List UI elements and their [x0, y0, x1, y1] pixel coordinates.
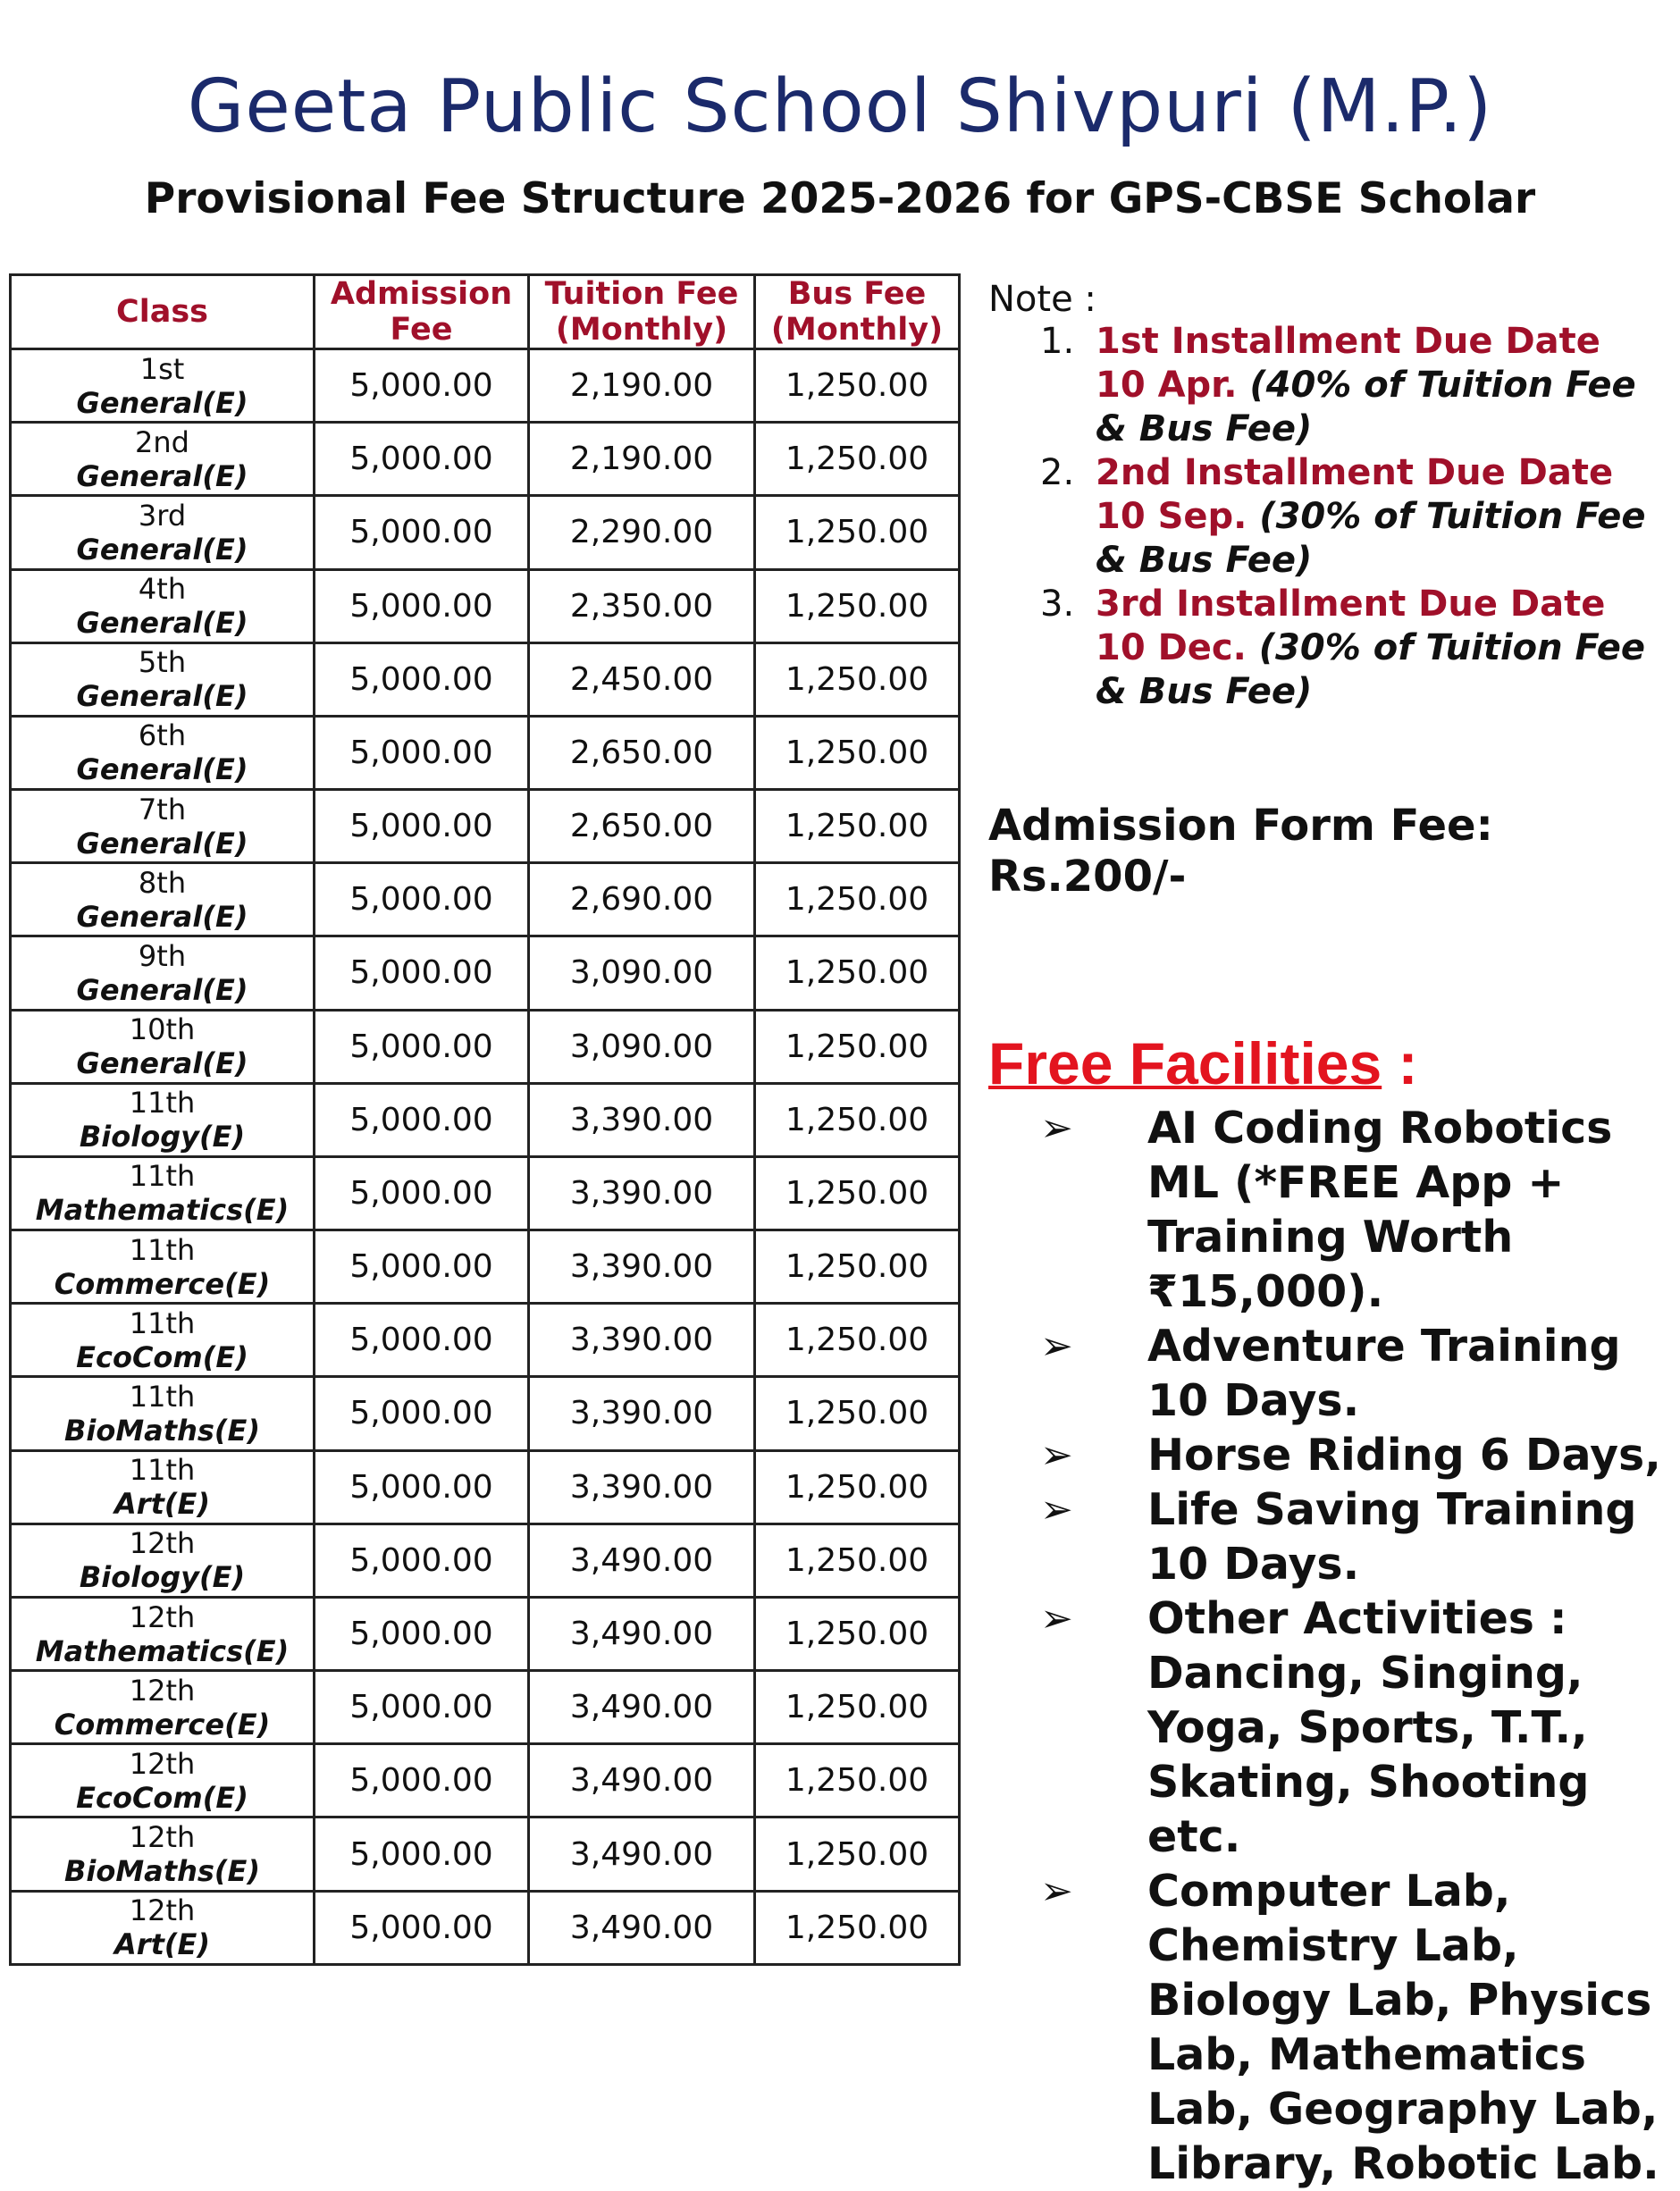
class-cell: [11, 716, 315, 789]
tuition-fee-cell: 2,190.00: [529, 349, 755, 423]
table-row: [11, 1671, 960, 1744]
class-cell: [11, 1450, 315, 1524]
tuition-fee-cell: 2,450.00: [529, 642, 755, 716]
admission-fee-cell: 5,000.00: [315, 1597, 529, 1670]
class-stream: General(E): [76, 899, 248, 934]
bus-fee-cell: 1,250.00: [755, 1597, 960, 1670]
class-cell: [11, 790, 315, 863]
class-stream: Mathematics(E): [35, 1193, 290, 1228]
class-stream: General(E): [76, 826, 248, 860]
bus-fee-cell: 1,250.00: [755, 1817, 960, 1891]
header-class: Class: [11, 275, 315, 349]
admission-fee-cell: 5,000.00: [315, 863, 529, 936]
facility-item: [988, 1319, 1676, 1428]
admission-fee-cell: 5,000.00: [315, 1230, 529, 1304]
class-cell: [11, 642, 315, 716]
table-row: [11, 423, 960, 496]
class-name: 11th: [129, 1379, 196, 1414]
admission-fee-cell: 5,000.00: [315, 642, 529, 716]
class-name: 2nd: [135, 424, 189, 459]
school-name: Geeta Public School Shivpuri (M.P.): [187, 64, 1493, 149]
facility-item: [988, 1101, 1676, 1319]
admission-form-fee: [988, 801, 1667, 902]
class-stream: General(E): [76, 606, 248, 641]
tuition-fee-cell: 3,490.00: [529, 1524, 755, 1597]
class-cell: [11, 1744, 315, 1817]
tuition-fee-cell: 3,090.00: [529, 1010, 755, 1083]
free-facilities-title: Free Facilities :: [988, 1030, 1418, 1096]
admission-fee-cell: 5,000.00: [315, 716, 529, 789]
class-name: 3rd: [138, 498, 187, 533]
bus-fee-cell: 1,250.00: [755, 1377, 960, 1450]
bus-fee-cell: 1,250.00: [755, 790, 960, 863]
class-name: 8th: [138, 865, 187, 900]
class-name: 5th: [138, 645, 187, 680]
class-cell: [11, 1377, 315, 1450]
admission-fee-cell: 5,000.00: [315, 1083, 529, 1156]
tuition-fee-cell: 2,690.00: [529, 863, 755, 936]
bus-fee-cell: 1,250.00: [755, 1156, 960, 1230]
class-name: 6th: [138, 718, 187, 753]
bus-fee-cell: 1,250.00: [755, 642, 960, 716]
fee-table: [9, 273, 961, 1966]
table-row: [11, 1450, 960, 1524]
table-row: [11, 1524, 960, 1597]
table-row: [11, 1891, 960, 1964]
installment-list: [988, 320, 1667, 714]
fee-table-body: [11, 349, 960, 1965]
table-row: [11, 790, 960, 863]
class-name: 12th: [129, 1893, 196, 1928]
class-cell: [11, 1010, 315, 1083]
table-row: [11, 936, 960, 1010]
class-cell: [11, 1083, 315, 1156]
arrow-bullet-icon: ➢: [1040, 1487, 1073, 1532]
class-stream: EcoCom(E): [76, 1339, 248, 1374]
class-name: 11th: [129, 1232, 196, 1267]
facility-text: Life Saving Training 10 Days.: [1147, 1484, 1637, 1590]
bus-fee-cell: 1,250.00: [755, 936, 960, 1010]
table-row: [11, 1377, 960, 1450]
arrow-bullet-icon: ➢: [1040, 1323, 1073, 1369]
table-row: [11, 863, 960, 936]
class-stream: BioMaths(E): [63, 1413, 260, 1448]
bus-fee-cell: 1,250.00: [755, 349, 960, 423]
installment-number: 1.: [1040, 321, 1075, 362]
class-stream: Art(E): [114, 1927, 210, 1962]
class-stream: Biology(E): [79, 1560, 246, 1595]
class-cell: [11, 569, 315, 642]
bus-fee-cell: 1,250.00: [755, 1671, 960, 1744]
installment-item: [988, 583, 1667, 714]
class-stream: Commerce(E): [54, 1707, 271, 1742]
facility-item: [988, 1591, 1676, 1864]
admission-fee-cell: 5,000.00: [315, 1156, 529, 1230]
tuition-fee-cell: 3,490.00: [529, 1744, 755, 1817]
class-cell: [11, 1671, 315, 1744]
bus-fee-cell: 1,250.00: [755, 1083, 960, 1156]
class-name: 11th: [129, 1159, 196, 1194]
tuition-fee-cell: 3,490.00: [529, 1597, 755, 1670]
installment-item: [988, 320, 1667, 451]
class-stream: General(E): [76, 1046, 248, 1081]
class-stream: General(E): [76, 972, 248, 1007]
installment-title: 2nd Installment Due Date: [1096, 452, 1614, 493]
fee-table-header-row: [11, 275, 960, 349]
installment-title: 3rd Installment Due Date: [1096, 583, 1606, 625]
class-name: 11th: [129, 1453, 196, 1488]
tuition-fee-cell: 3,490.00: [529, 1891, 755, 1964]
admission-fee-cell: 5,000.00: [315, 496, 529, 569]
installment-detail: (30% of Tuition Fee & Bus Fee): [1096, 627, 1646, 712]
tuition-fee-cell: 2,350.00: [529, 569, 755, 642]
class-stream: BioMaths(E): [63, 1854, 260, 1889]
admission-fee-cell: 5,000.00: [315, 349, 529, 423]
admission-fee-cell: 5,000.00: [315, 569, 529, 642]
admission-fee-cell: 5,000.00: [315, 1817, 529, 1891]
class-cell: [11, 1597, 315, 1670]
class-stream: General(E): [76, 679, 248, 714]
class-name: 4th: [138, 572, 187, 607]
facility-text: Horse Riding 6 Days,: [1147, 1430, 1661, 1481]
facility-text: Adventure Training 10 Days.: [1147, 1321, 1621, 1426]
facility-item: [988, 1864, 1676, 2191]
bus-fee-cell: 1,250.00: [755, 423, 960, 496]
table-row: [11, 716, 960, 789]
class-cell: [11, 863, 315, 936]
tuition-fee-cell: 3,390.00: [529, 1377, 755, 1450]
tuition-fee-cell: 3,490.00: [529, 1671, 755, 1744]
tuition-fee-cell: 3,390.00: [529, 1230, 755, 1304]
admission-form-fee-amount: Rs.200/-: [988, 852, 1187, 902]
installment-number: 3.: [1040, 583, 1075, 625]
class-name: 12th: [129, 1526, 196, 1561]
admission-fee-cell: 5,000.00: [315, 1450, 529, 1524]
class-stream: General(E): [76, 532, 248, 567]
bus-fee-cell: 1,250.00: [755, 496, 960, 569]
installment-title: 1st Installment Due Date: [1096, 321, 1600, 362]
class-stream: Commerce(E): [54, 1266, 271, 1301]
table-row: [11, 1156, 960, 1230]
tuition-fee-cell: 3,490.00: [529, 1817, 755, 1891]
class-cell: [11, 423, 315, 496]
header-bus-fee: Bus Fee (Monthly): [755, 275, 960, 349]
class-name: 1st: [139, 351, 185, 386]
class-name: 10th: [129, 1012, 196, 1047]
facility-item: [988, 1482, 1676, 1591]
tuition-fee-cell: 3,390.00: [529, 1156, 755, 1230]
class-cell: [11, 1891, 315, 1964]
bus-fee-cell: 1,250.00: [755, 1891, 960, 1964]
admission-fee-cell: 5,000.00: [315, 1671, 529, 1744]
admission-form-fee-label: Admission Form Fee:: [988, 801, 1493, 851]
table-row: [11, 496, 960, 569]
table-row: [11, 1304, 960, 1377]
class-cell: [11, 349, 315, 423]
installment-date: 10 Apr.: [1096, 365, 1238, 406]
tuition-fee-cell: 2,650.00: [529, 716, 755, 789]
header-admission-fee: Admission Fee: [315, 275, 529, 349]
class-stream: General(E): [76, 458, 248, 493]
class-name: 9th: [138, 938, 187, 973]
class-name: 12th: [129, 1673, 196, 1708]
class-stream: EcoCom(E): [76, 1780, 248, 1815]
installment-detail: (30% of Tuition Fee & Bus Fee): [1096, 496, 1646, 581]
class-name: 12th: [129, 1746, 196, 1781]
table-row: [11, 642, 960, 716]
tuition-fee-cell: 2,190.00: [529, 423, 755, 496]
facility-text: AI Coding Robotics ML (*FREE App + Training Worth ₹15,000).: [1147, 1103, 1613, 1317]
installment-date: 10 Dec.: [1096, 627, 1247, 668]
class-stream: Art(E): [114, 1487, 210, 1522]
admission-fee-cell: 5,000.00: [315, 936, 529, 1010]
tuition-fee-cell: 2,650.00: [529, 790, 755, 863]
facility-text: Other Activities : Dancing, Singing, Yoga, Sports, T.T., Skating, Shooting etc.: [1147, 1593, 1590, 1862]
admission-fee-cell: 5,000.00: [315, 1744, 529, 1817]
bus-fee-cell: 1,250.00: [755, 1450, 960, 1524]
admission-fee-cell: 5,000.00: [315, 1304, 529, 1377]
table-row: [11, 1230, 960, 1304]
table-row: [11, 569, 960, 642]
bus-fee-cell: 1,250.00: [755, 1010, 960, 1083]
header-tuition-fee: Tuition Fee (Monthly): [529, 275, 755, 349]
table-row: [11, 1597, 960, 1670]
class-name: 11th: [129, 1305, 196, 1340]
class-stream: Mathematics(E): [35, 1633, 290, 1668]
class-stream: Biology(E): [79, 1120, 246, 1154]
arrow-bullet-icon: ➢: [1040, 1868, 1073, 1914]
class-cell: [11, 1817, 315, 1891]
class-cell: [11, 1156, 315, 1230]
admission-fee-cell: 5,000.00: [315, 790, 529, 863]
bus-fee-cell: 1,250.00: [755, 1304, 960, 1377]
tuition-fee-cell: 3,390.00: [529, 1083, 755, 1156]
table-row: [11, 1010, 960, 1083]
arrow-bullet-icon: ➢: [1040, 1432, 1073, 1478]
installment-item: [988, 451, 1667, 583]
table-row: [11, 1817, 960, 1891]
facility-text: Computer Lab, Chemistry Lab, Biology Lab, Physics Lab, Mathematics Lab, Geography Lab, Library, Robotic Lab.: [1147, 1866, 1659, 2189]
bus-fee-cell: 1,250.00: [755, 1524, 960, 1597]
class-cell: [11, 1230, 315, 1304]
table-row: [11, 349, 960, 423]
admission-fee-cell: 5,000.00: [315, 1524, 529, 1597]
class-name: 12th: [129, 1820, 196, 1855]
arrow-bullet-icon: ➢: [1040, 1105, 1073, 1151]
installment-detail: (40% of Tuition Fee & Bus Fee): [1096, 365, 1636, 449]
arrow-bullet-icon: ➢: [1040, 1596, 1073, 1641]
installment-number: 2.: [1040, 452, 1075, 493]
bus-fee-cell: 1,250.00: [755, 716, 960, 789]
bus-fee-cell: 1,250.00: [755, 1744, 960, 1817]
facility-item: [988, 1428, 1676, 1482]
installment-date: 10 Sep.: [1096, 496, 1247, 537]
free-facilities-list: [988, 1101, 1676, 2191]
class-name: 11th: [129, 1086, 196, 1121]
class-stream: General(E): [76, 385, 248, 420]
admission-fee-cell: 5,000.00: [315, 1010, 529, 1083]
bus-fee-cell: 1,250.00: [755, 1230, 960, 1304]
class-stream: General(E): [76, 752, 248, 787]
tuition-fee-cell: 3,390.00: [529, 1450, 755, 1524]
tuition-fee-cell: 2,290.00: [529, 496, 755, 569]
class-cell: [11, 1524, 315, 1597]
admission-fee-cell: 5,000.00: [315, 1377, 529, 1450]
class-name: 7th: [138, 792, 187, 827]
bus-fee-cell: 1,250.00: [755, 863, 960, 936]
class-name: 12th: [129, 1599, 196, 1634]
class-cell: [11, 1304, 315, 1377]
admission-fee-cell: 5,000.00: [315, 423, 529, 496]
fee-structure-subtitle: Provisional Fee Structure 2025-2026 for GPS-CBSE Scholar: [144, 174, 1536, 223]
note-label: Note :: [988, 279, 1096, 320]
table-row: [11, 1744, 960, 1817]
tuition-fee-cell: 3,090.00: [529, 936, 755, 1010]
class-cell: [11, 496, 315, 569]
class-cell: [11, 936, 315, 1010]
table-row: [11, 1083, 960, 1156]
tuition-fee-cell: 3,390.00: [529, 1304, 755, 1377]
bus-fee-cell: 1,250.00: [755, 569, 960, 642]
admission-fee-cell: 5,000.00: [315, 1891, 529, 1964]
